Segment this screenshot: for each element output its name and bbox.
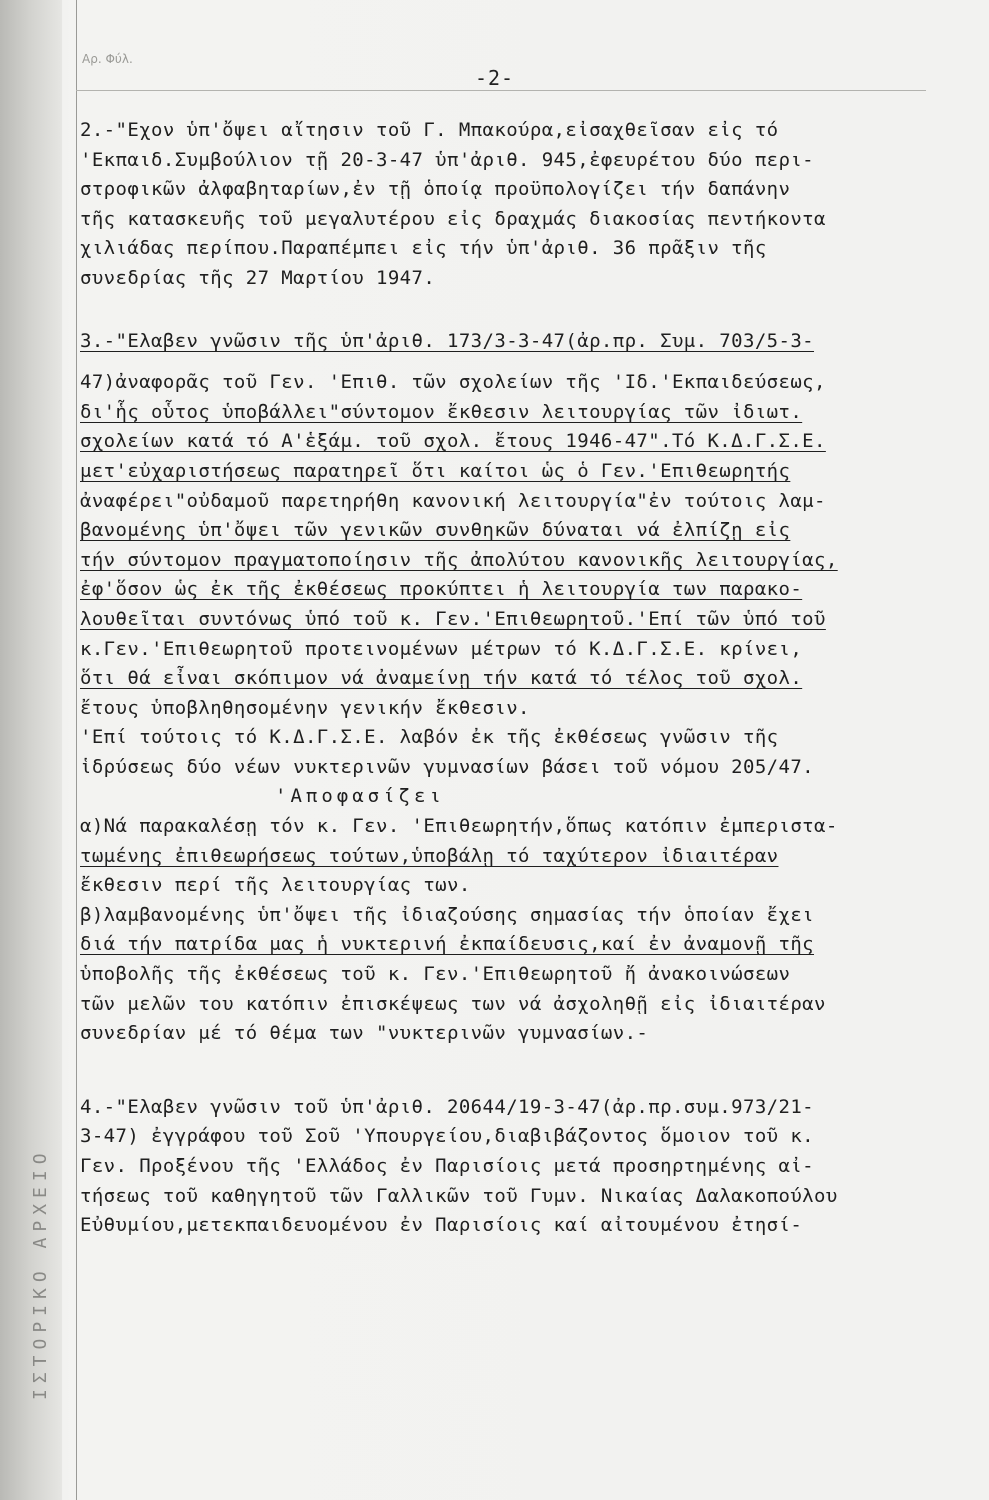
margin-rule bbox=[76, 0, 77, 1500]
text-line: συνεδρίαν μέ τό θέμα των "νυκτερινῶν γυμνασίων.- bbox=[80, 1022, 649, 1045]
text-line: ἱδρύσεως δύο νέων νυκτερινῶν γυμνασίων βάσει τοῦ νόμου 205/47. bbox=[80, 755, 815, 778]
text-line: ἀναφέρει"οὐδαμοῦ παρετηρήθη κανονική λειτουργία"ἐν τούτοις λαμ- bbox=[80, 489, 826, 512]
item-2 bbox=[80, 116, 930, 294]
text-line: ἐφ'ὅσον ὡς ἐκ τῆς ἐκθέσεως προκύπτει ἡ λειτουργία των παρακο- bbox=[80, 578, 803, 601]
text-line: τῶν μελῶν του κατόπιν ἐπισκέψεως των νά ἀσχοληθῇ εἰς ἰδιαιτέραν bbox=[80, 992, 826, 1015]
text-line: 47)ἀναφορᾶς τοῦ Γεν. 'Επιθ. τῶν σχολείων τῆς 'Ιδ.'Εκπαιδεύσεως, bbox=[80, 371, 826, 394]
paragraph-gap bbox=[80, 294, 930, 327]
typed-body bbox=[80, 116, 930, 1241]
text-line: χιλιάδας περίπου.Παραπέμπει εἰς τήν ὑπ'ἀριθ. 36 πρᾶξιν τῆς bbox=[80, 237, 767, 260]
item-3 bbox=[80, 327, 930, 1049]
item-4 bbox=[80, 1093, 930, 1241]
text-line: τῆς κατασκευῆς τοῦ μεγαλυτέρου εἰς δραχμάς διακοσίας πεντήκοντα bbox=[80, 207, 826, 230]
corner-mark: Αρ. Φύλ. bbox=[82, 52, 133, 66]
text-line: 'Επί τούτοις τό Κ.Δ.Γ.Σ.Ε. λαβόν ἐκ τῆς ἐκθέσεως γνῶσιν τῆς bbox=[80, 726, 779, 749]
text-line: ὑποβολῆς τῆς ἐκθέσεως τοῦ κ. Γεν.'Επιθεωρητοῦ ἤ ἀνακοινώσεων bbox=[80, 963, 791, 986]
text-line: λουθεῖται συντόνως ὑπό τοῦ κ. Γεν.'Επιθεωρητοῦ.'Επί τῶν ὑπό τοῦ bbox=[80, 607, 826, 630]
text-line: ἔκθεσιν περί τῆς λειτουργίας των. bbox=[80, 874, 471, 897]
text-line: Γεν. Προξένου τῆς 'Ελλάδος ἐν Παρισίοις μετά προσηρτημένης αἰ- bbox=[80, 1155, 815, 1177]
text-line: β)λαμβανομένης ὑπ'ὄψει τῆς ἰδιαζούσης σημασίας τήν ὁποίαν ἔχει bbox=[80, 903, 815, 926]
text-line: στροφικῶν ἀλφαβηταρίων,ἐν τῇ ὁποίᾳ προϋπολογίζει τήν δαπάνην bbox=[80, 178, 791, 201]
text-line: ὅτι θά εἶναι σκόπιμον νά ἀναμείνῃ τήν κατά τό τέλος τοῦ σχολ. bbox=[80, 667, 803, 690]
text-line: Εὐθυμίου,μετεκπαιδευομένου ἐν Παρισίοις καί αἰτουμένου ἐτησί- bbox=[80, 1214, 803, 1237]
decision-heading: 'Αποφασίζει bbox=[275, 785, 445, 808]
text-line: διά τήν πατρίδα μας ἡ νυκτερινή ἐκπαίδευσις,καί ἐν ἀναμονῇ τῆς bbox=[80, 933, 815, 956]
text-line: κ.Γεν.'Επιθεωρητοῦ προτεινομένων μέτρων τό Κ.Δ.Γ.Σ.Ε. κρίνει, bbox=[80, 637, 803, 660]
page-number: -2- bbox=[474, 66, 515, 90]
text-line: 'Εκπαιδ.Συμβούλιον τῇ 20-3-47 ὑπ'ἀριθ. 945,ἐφευρέτου δύο περι- bbox=[80, 148, 815, 171]
text-line: 4.-"Ελαβεν γνῶσιν τοῦ ὑπ'ἀριθ. 20644/19-3-47(ἀρ.πρ.συμ.973/21- bbox=[80, 1095, 815, 1118]
text-line: τήσεως τοῦ καθηγητοῦ τῶν Γαλλικῶν τοῦ Γυμν. Νικαίας Δαλακοπούλου bbox=[80, 1184, 838, 1207]
text-line: τωμένης ἐπιθεωρήσεως τούτων,ὑποβάλῃ τό ταχύτερον ἰδιαιτέραν bbox=[80, 844, 779, 867]
text-line: μετ'εὐχαριστήσεως παρατηρεῖ ὅτι καίτοι ὡς ὁ Γεν.'Επιθεωρητής bbox=[80, 459, 791, 482]
text-line: 2.-"Εχον ὑπ'ὄψει αἴτησιν τοῦ Γ. Μπακούρα,εἰσαχθεῖσαν εἰς τό bbox=[80, 119, 779, 141]
text-line: σχολείων κατά τό Α'ἑξάμ. τοῦ σχολ. ἔτους 1946-47".Τό Κ.Δ.Γ.Σ.Ε. bbox=[80, 430, 826, 453]
text-line: δι'ἧς οὗτος ὑποβάλλει"σύντομον ἔκθεσιν λειτουργίας τῶν ἰδιωτ. bbox=[80, 400, 803, 423]
text-line: α)Νά παρακαλέσῃ τόν κ. Γεν. 'Επιθεωρητήν,ὅπως κατόπιν ἐμπεριστα- bbox=[80, 815, 838, 838]
header-rule bbox=[76, 90, 926, 91]
text-line: τήν σύντομον πραγματοποίησιν τῆς ἀπολύτου κανονικῆς λειτουργίας, bbox=[80, 548, 838, 571]
margin-stamp: ΙΣΤΟΡΙΚΟ ΑΡΧΕΙΟ bbox=[30, 1147, 51, 1400]
text-line: 3-47) ἐγγράφου τοῦ Σοῦ 'Υπουργείου,διαβιβάζοντος ὅμοιον τοῦ κ. bbox=[80, 1125, 815, 1148]
text-line: ἔτους ὑποβληθησομένην γενικήν ἔκθεσιν. bbox=[80, 696, 530, 719]
text-line: 3.-"Ελαβεν γνῶσιν τῆς ὑπ'ἀριθ. 173/3-3-47(ἀρ.πρ. Συμ. 703/5-3- bbox=[80, 329, 815, 352]
paragraph-gap bbox=[80, 1049, 930, 1093]
text-line: βανομένης ὑπ'ὄψει τῶν γενικῶν συνθηκῶν δύναται νά ἐλπίζῃ εἰς bbox=[80, 519, 791, 542]
text-line: συνεδρίας τῆς 27 Μαρτίου 1947. bbox=[80, 266, 436, 289]
